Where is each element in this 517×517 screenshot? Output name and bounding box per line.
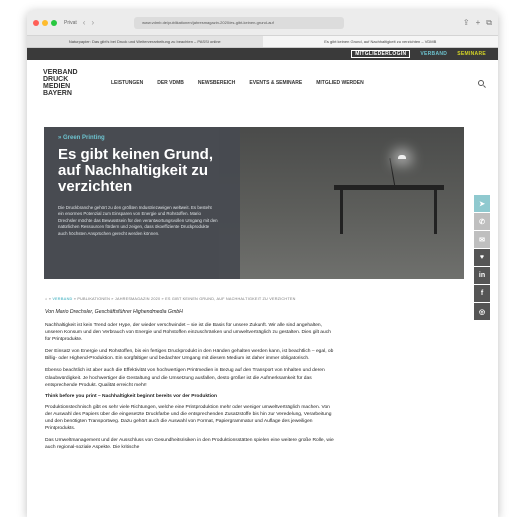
- private-mode-label: Privat: [64, 19, 77, 26]
- instagram-glyph: ◎: [478, 308, 486, 316]
- hero-description: Die Druckbranche gehört zu den größten Industriezweigen weltweit. Es besteht ein enormes Potenzial zum Einsparen von Energie und Rohstoffen. Mario Drechsler möchte das Bewusstsein für den verantwortungsvollen Umgang mit den natürlichen Ressourcen fördern und zeigen, dass ökoeffiziente Druckprodukte auch höchsten Ansprüchen gerecht werden können.: [58, 205, 218, 236]
- member-login-link[interactable]: MITGLIEDERLOGIN: [351, 50, 410, 58]
- tab-passi[interactable]: Naturpapier: Das gibt's bei Druck und Weiterverarbeitung zu beachten – PASSI online: [68, 39, 221, 44]
- nav-mitglied-werden[interactable]: MITGLIED WERDEN: [316, 80, 364, 86]
- breadcrumb-current: ES GIBT KEINEN GRUND, AUF NACHHALTIGKEIT ZU VERZICHTEN: [165, 297, 296, 301]
- facebook-glyph: f: [480, 290, 484, 297]
- browser-toolbar: [27, 10, 498, 36]
- article-paragraph: Produktionstechnisch gibt es sehr viele Richtungen, welche eine Printproduktion mehr oder weniger umweltverträglich machen. Von der Auswahl des Papiers über die eingesetzte Druckfarbe und die entsprechenden Zusatzstoffe bis hin zur Veredelung, Verarbeitung und den benötigten Transportweg. Dazu gehört auch die Auswahl von Format, Papiergrammatur und Auflage des jeweiligen Printprodukts.: [45, 404, 332, 432]
- twitter-icon[interactable]: [474, 249, 490, 266]
- article-paragraph: Nachhaltigkeit ist kein Trend oder Hype, der wieder verschwindet – sie ist die Basis für unsere Zukunft. Wir alle sind angehalten, unseren Konsum und den Verbrauch von Energie und Rohstoffen einzuschränken und umweltverträglich zu gestalten. Dies gilt auch für Printprodukte.: [45, 323, 331, 343]
- linkedin-icon[interactable]: [474, 267, 490, 284]
- hero-category-tag[interactable]: » Green Printing: [58, 135, 105, 141]
- desk-leg: [340, 190, 343, 234]
- phone-glyph: ✆: [479, 218, 485, 226]
- site-header: [27, 60, 498, 106]
- vdmb-logo[interactable]: [43, 69, 111, 97]
- desk-leg: [434, 190, 437, 234]
- logo-line: VERBAND: [43, 69, 78, 76]
- breadcrumb-item[interactable]: PUBLIKATIONEN: [77, 297, 111, 301]
- telegram-glyph: ➤: [479, 200, 485, 208]
- nav-der-vdmb[interactable]: DER VDMB: [157, 80, 184, 86]
- search-icon[interactable]: [478, 80, 484, 86]
- instagram-icon[interactable]: [474, 303, 490, 320]
- verband-link[interactable]: VERBAND: [420, 51, 448, 57]
- hero-banner: [44, 127, 464, 279]
- article-author: Von Mario Drechsler, Geschäftsführer Highendmedia GmbH: [45, 309, 183, 315]
- breadcrumb-item[interactable]: VERBAND: [52, 297, 73, 301]
- article-body: [45, 309, 335, 456]
- minimize-window-button[interactable]: [42, 20, 48, 26]
- nav-events-seminare[interactable]: EVENTS & SEMINARE: [249, 80, 303, 86]
- browser-window: [27, 10, 498, 517]
- tab-bar: [27, 36, 498, 48]
- twitter-glyph: ♥: [479, 254, 485, 261]
- forward-icon[interactable]: ›: [91, 18, 95, 27]
- back-icon[interactable]: ‹: [82, 18, 86, 27]
- logo-line: BAYERN: [43, 90, 72, 97]
- site-topbar: [27, 48, 498, 60]
- social-share-bar: [474, 195, 490, 321]
- phone-icon[interactable]: [474, 213, 490, 230]
- mail-glyph: ✉: [479, 236, 485, 244]
- facebook-icon[interactable]: [474, 285, 490, 302]
- close-window-button[interactable]: [33, 20, 39, 26]
- logo-line: MEDIEN: [43, 83, 71, 90]
- breadcrumb-item[interactable]: JAHRESMAGAZIN 2020: [114, 297, 161, 301]
- desk-image: [334, 185, 444, 190]
- article-subheading: Think before you print – Nachhaltigkeit beginnt bereits vor der Produktion: [45, 393, 218, 399]
- new-tab-icon[interactable]: +: [475, 17, 481, 27]
- mail-icon[interactable]: [474, 231, 490, 248]
- article-paragraph: Ebenso beachtlich ist aber auch die Effektivität von hochwertigen Printmedien in Bezug auf den Transport von Inhalten und deren Glaubwürdigkeit. Je hochwertiger die Gestaltung und die Umsetzung ausfallen, desto größer ist die Aufmerksamkeit für das entsprechende Produkt. Qualität erreicht mehr!: [45, 368, 325, 388]
- lamp-light: [398, 155, 406, 159]
- article-paragraph: Das Umweltmanagement und der Ausschluss von Gesundheitsrisiken in den Produktionsstätten spielen eine weitere große Rolle, wie auch regional-soziale Aspekte. Die kritische: [45, 438, 334, 451]
- share-icon[interactable]: ⇪: [462, 17, 470, 27]
- address-bar[interactable]: www.vdmb.de/publikationen/jahresmagazin-2020/es-gibt-keinen-grund-auf: [134, 17, 344, 29]
- maximize-window-button[interactable]: [51, 20, 57, 26]
- tab-vdmb[interactable]: Es gibt keinen Grund, auf Nachhaltigkeit zu verzichten – VDMB: [263, 36, 499, 47]
- nav-leistungen[interactable]: LEISTUNGEN: [111, 80, 144, 86]
- home-icon[interactable]: ⌂: [45, 297, 48, 301]
- logo-line: DRUCK: [43, 76, 69, 83]
- tabs-overview-icon[interactable]: ⧉: [486, 17, 492, 27]
- breadcrumb: ⌂ » VERBAND » PUBLIKATIONEN » JAHRESMAGAZIN 2020 » ES GIBT KEINEN GRUND, AUF NACHHALTIGKEIT ZU VERZICHTEN: [45, 297, 296, 301]
- nav-newsbereich[interactable]: NEWSBEREICH: [197, 80, 236, 86]
- linkedin-glyph: in: [478, 272, 486, 279]
- hero-title: Es gibt keinen Grund, auf Nachhaltigkeit zu verzichten: [58, 146, 214, 195]
- article-paragraph: Der Einsatz von Energie und Rohstoffen, bis ein fertiges Druckprodukt in den Händen gehalten werden kann, ist beachtlich – egal, ob Billig- oder Highend-Produktion. Ein sorgfältiger und bedachter Umgang mit diesem Medium ist daher immer obligatorisch.: [45, 349, 334, 362]
- seminare-link[interactable]: SEMINARE: [457, 51, 486, 57]
- telegram-icon[interactable]: [474, 195, 490, 212]
